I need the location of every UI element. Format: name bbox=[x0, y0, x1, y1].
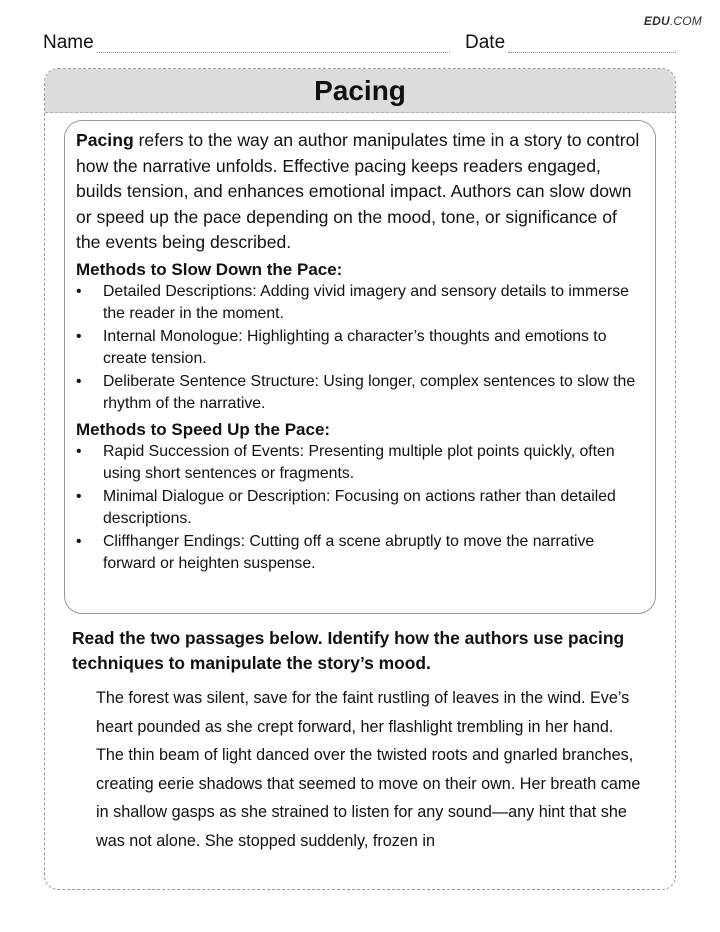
date-field[interactable] bbox=[465, 32, 507, 54]
speed-list bbox=[76, 441, 645, 576]
title-bar bbox=[45, 69, 675, 113]
passage-text: The forest was silent, save for the faint rustling of leaves in the wind. Eve’s heart pounded as she crept forward, her flashlight trembling in her hand. The thin beam of light danced over the twisted roots and gnarled branches, creating eerie shadows that seemed to move on their own. Her breath came in shallow gasps as she strained to listen for any sound—any hint that she was not alone. She stopped suddenly, frozen in bbox=[96, 689, 641, 850]
date-label: Date bbox=[465, 32, 506, 53]
page-title: Pacing bbox=[314, 74, 406, 106]
list-item: • Minimal Dialogue or Description: Focusing on actions rather than detailed descriptions. bbox=[76, 487, 616, 527]
bullet-icon: • bbox=[76, 372, 82, 390]
bullet-icon: • bbox=[76, 487, 82, 505]
name-label: Name bbox=[43, 32, 94, 53]
list-item: • Rapid Succession of Events: Presenting multiple plot points quickly, often using short sentences or fragments. bbox=[76, 442, 615, 482]
intro-text: refers to the way an author manipulates time in a story to control how the narrative unfolds. Effective pacing keeps readers engaged, builds tension, and enhances emotional impact. Authors can slow down or speed up the pace depending on the mood, tone, or significance of the events being described. bbox=[76, 130, 640, 252]
list-item: • Deliberate Sentence Structure: Using longer, complex sentences to slow the rhythm of the narrative. bbox=[76, 372, 636, 412]
worksheet-panel bbox=[44, 68, 676, 890]
name-line bbox=[92, 52, 450, 53]
slow-list bbox=[76, 281, 645, 416]
list-item: • Cliffhanger Endings: Cutting off a scene abruptly to move the narrative forward or heighten suspense. bbox=[76, 532, 595, 572]
intro-term: Pacing bbox=[76, 130, 134, 150]
bullet-icon: • bbox=[76, 327, 82, 345]
definition-box bbox=[64, 120, 656, 614]
instruction-text: Read the two passages below. Identify how the authors use pacing techniques to manipulate the story’s mood. bbox=[72, 628, 625, 673]
bullet-icon: • bbox=[76, 282, 82, 300]
date-line bbox=[508, 52, 676, 53]
brand-logo: EDU.COM bbox=[643, 14, 702, 28]
bullet-icon: • bbox=[76, 532, 82, 550]
intro-paragraph bbox=[76, 128, 645, 256]
speed-heading: Methods to Speed Up the Pace: bbox=[76, 419, 331, 439]
list-item: • Internal Monologue: Highlighting a character’s thoughts and emotions to create tension. bbox=[76, 327, 607, 367]
bullet-icon: • bbox=[76, 442, 82, 460]
name-field[interactable] bbox=[43, 32, 96, 54]
slow-heading: Methods to Slow Down the Pace: bbox=[76, 259, 343, 279]
list-item: • Detailed Descriptions: Adding vivid imagery and sensory details to immerse the reader in the moment. bbox=[76, 282, 629, 322]
